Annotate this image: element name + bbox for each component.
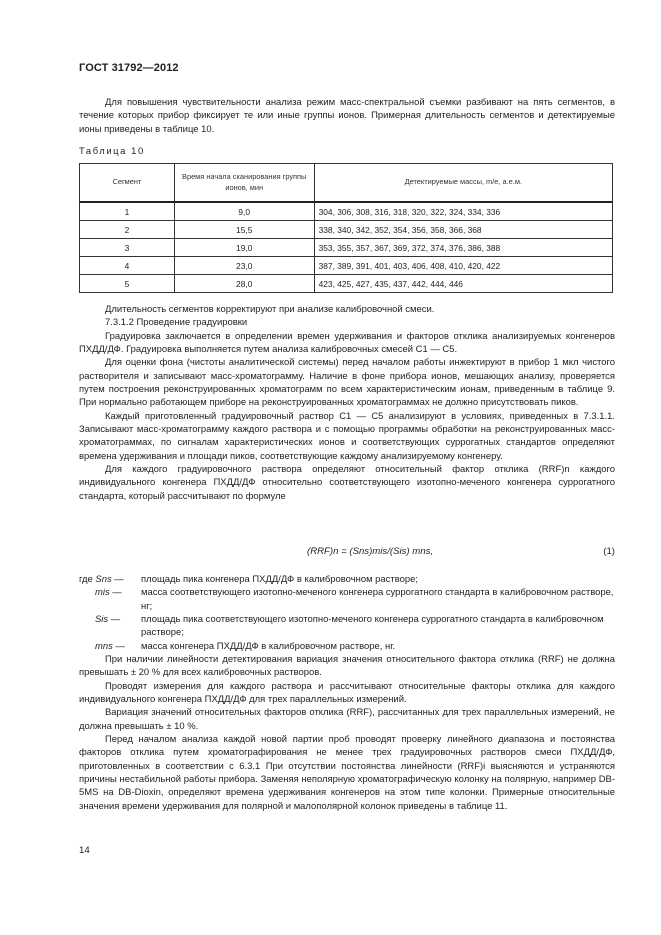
paragraph: Для оценки фона (чистоты аналитической системы) перед началом работы инжектируют в прибор 1 мкл чистого растворителя и записывают масс-хроматограмму. Наличие в фоне прибора ионов, мешающих анализу, проверяется путем построения реконструированных хроматограмм по всем характеристическим ионам, приведенным в таблице 9. При нормально работающем приборе на реконструированных хроматограммах не должно присутствовать пиков. (79, 357, 615, 409)
paragraph: Длительность сегментов корректируют при анализе калибровочной смеси. (105, 304, 435, 315)
page-number: 14 (79, 845, 90, 856)
paragraph: При наличии линейности детектирования вариация значения относительного фактора отклика (RRF) не должна превышать ± 20 % для всех калибровочных растворов. (79, 654, 615, 679)
table-cell-ions: 338, 340, 342, 352, 354, 356, 358, 366, 368 (314, 221, 612, 239)
paragraph: Перед началом анализа каждой новой партии проб проводят проверку линейного диапазона и постоянства факторов отклика путем хроматографирования не менее трех градуировочных растворов смеси ПХДД/ДФ, приготовленных в соответствии с 6.3.1 При отсутствии постоянства линейности (RRF)i выясняются и устраняются причины нестабильной работы прибора. Заменяя неполярную хроматографическую колонку на полярную, например DB-5MS на DB-Dioxin, определяют времена удерживания конгенеров на этом типе колонки. Примерные относительные значения времени удерживания для полярной и малополярной колонок приведены в таблице 11. (79, 734, 615, 812)
table-cell-time: 15,5 (174, 221, 314, 239)
legend-symbol: mns — (95, 640, 125, 652)
paragraph: Для каждого градуировочного раствора определяют относительный фактор отклика (RRF)n каждого индивидуального конгенера ПХДД/ДФ относительно соответствующего изотопно-меченого конгенера суррогатного стандарта, который рассчитывают по формуле (79, 464, 615, 502)
paragraph: Каждый приготовленный градуировочный раствор С1 — С5 анализируют в условиях, приведенных в 7.3.1.1. Записывают масс-хроматограмму каждого раствора и с помощью программы обработки на реконструированных масс-хроматограммах, по сигналам характеристических ионов и соответствующих суррогатных стандартов определяют времена удерживания и площади пиков, соответствующие каждому анализируемому конгенеру. (79, 410, 615, 462)
formula-legend (79, 573, 615, 653)
body-text-2 (79, 653, 615, 813)
table-cell-segment: 3 (80, 239, 175, 257)
paragraph: Вариация значений относительных факторов отклика (RRF), рассчитанных для трех параллельных измерений, не должна превышать ± 10 %. (79, 707, 615, 732)
legend-description: масса соответствующего изотопно-меченого конгенера суррогатного стандарта в калибровочном растворе, нг; (141, 587, 614, 612)
table-cell-segment: 2 (80, 221, 175, 239)
table-header-cell: Сегмент (80, 164, 175, 203)
table-cell-ions: 423, 425, 427, 435, 437, 442, 444, 446 (314, 275, 612, 293)
legend-item (79, 640, 615, 653)
table-cell-time: 19,0 (174, 239, 314, 257)
table-header-row (80, 164, 613, 203)
table-cell-ions: 304, 306, 308, 316, 318, 320, 322, 324, 334, 336 (314, 202, 612, 221)
table-cell-time: 28,0 (174, 275, 314, 293)
legend-item (79, 586, 615, 613)
section-heading: 7.3.1.2 Проведение градуировки (105, 317, 248, 329)
table-row (80, 202, 613, 221)
legend-description: площадь пика конгенера ПХДД/ДФ в калибровочном растворе; (141, 574, 418, 585)
legend-description: площадь пика соответствующего изотопно-меченого конгенера суррогатного стандарта в калибровочном растворе; (141, 614, 604, 639)
segments-table (79, 163, 613, 293)
table-row (80, 239, 613, 257)
table-caption: Таблица 10 (79, 145, 145, 156)
document-header: ГОСТ 31792—2012 (79, 62, 179, 74)
formula-expression: (RRF)n = (Sns)mis/(Sis) mns, (307, 546, 434, 557)
table-cell-ions: 353, 355, 357, 367, 369, 372, 374, 376, 386, 388 (314, 239, 612, 257)
legend-item (79, 613, 615, 640)
table-cell-ions: 387, 389, 391, 401, 403, 406, 408, 410, 420, 422 (314, 257, 612, 275)
table-header-cell: Детектируемые массы, m/e, а.е.м. (314, 164, 612, 203)
formula-number: (1) (603, 546, 615, 557)
table-row (80, 257, 613, 275)
paragraph: Градуировка заключается в определении времен удерживания и факторов отклика анализируемых конгенеров ПХДД/ДФ. Градуировка выполняется путем анализа калибровочных смесей С1 — С5. (79, 330, 615, 356)
table-row (80, 275, 613, 293)
table-cell-segment: 1 (80, 202, 175, 221)
legend-symbol: Sis — (95, 614, 121, 626)
table-cell-time: 9,0 (174, 202, 314, 221)
paragraph: Проводят измерения для каждого раствора и рассчитывают относительные факторы отклика для каждого индивидуального конгенера ПХДД/ДФ для трех параллельных измерений. (79, 680, 615, 706)
table-cell-time: 23,0 (174, 257, 314, 275)
legend-symbol: где Sns — (79, 574, 124, 585)
table-row (80, 221, 613, 239)
table-cell-segment: 4 (80, 257, 175, 275)
legend-symbol: mis — (95, 587, 122, 599)
intro-paragraph (79, 96, 615, 136)
legend-description: масса конгенера ПХДД/ДФ в калибровочном растворе, нг. (141, 640, 396, 652)
table-cell-segment: 5 (80, 275, 175, 293)
paragraph: Для повышения чувствительности анализа режим масс-спектральной съемки разбивают на пять сегментов, в течение которых прибор фиксирует те или иные группы ионов. Примерная длительность сегментов и детектируемые ионы приведены в таблице 10. (79, 97, 615, 135)
body-text (79, 303, 615, 503)
legend-item (79, 573, 615, 586)
table-header-cell: Время начала сканирования группы ионов, мин (174, 164, 314, 203)
